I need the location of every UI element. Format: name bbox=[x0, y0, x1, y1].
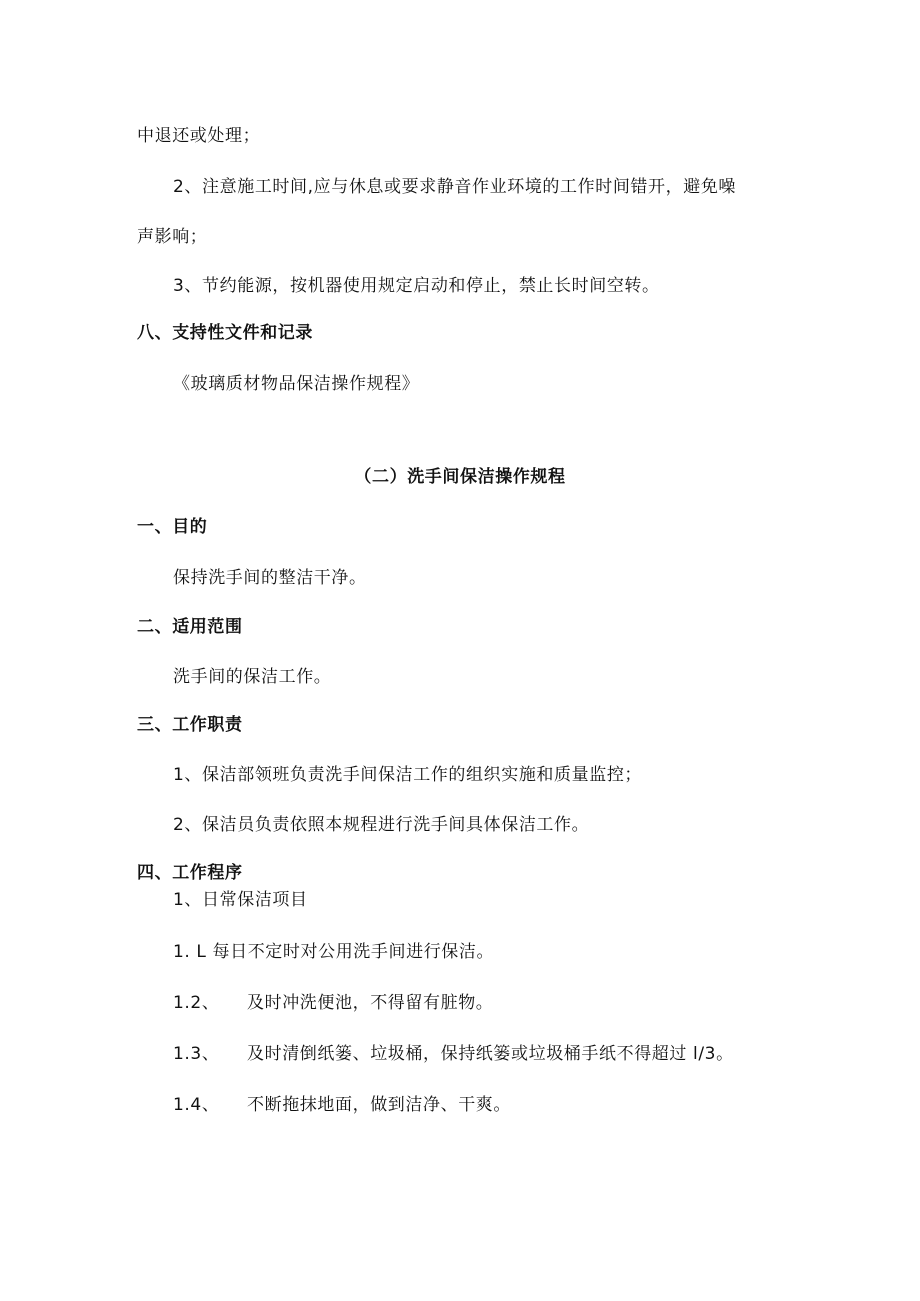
paragraph-line: 1、日常保洁项目 bbox=[173, 890, 308, 910]
section-heading: 八、支持性文件和记录 bbox=[137, 323, 313, 343]
section-title: （二）洗手间保洁操作规程 bbox=[354, 467, 566, 487]
list-item bbox=[173, 1094, 511, 1116]
paragraph-line: 2、注意施工时间,应与休息或要求静音作业环境的工作时间错开，避免噪 bbox=[173, 177, 737, 197]
section-heading: 三、工作职责 bbox=[137, 715, 243, 735]
list-item-number: 1.2、 bbox=[173, 993, 220, 1013]
list-item: 1. L 每日不定时对公用洗手间进行保洁。 bbox=[173, 942, 495, 962]
section-heading: 二、适用范围 bbox=[137, 617, 243, 637]
section-heading: 一、目的 bbox=[137, 517, 208, 537]
list-item-number: 1.3、 bbox=[173, 1044, 220, 1064]
paragraph-line: 1、保洁部领班负责洗手间保洁工作的组织实施和质量监控； bbox=[173, 765, 643, 785]
list-item-text: 及时清倒纸篓、垃圾桶，保持纸篓或垃圾桶手纸不得超过 l/3。 bbox=[247, 1044, 734, 1064]
paragraph-line: 保持洗手间的整洁干净。 bbox=[173, 568, 367, 588]
paragraph-line: 3、节约能源，按机器使用规定启动和停止，禁止长时间空转。 bbox=[173, 276, 660, 296]
document-reference: 《玻璃质材物品保洁操作规程》 bbox=[173, 374, 420, 394]
section-heading: 四、工作程序 bbox=[137, 863, 243, 883]
list-item-number: 1.4、 bbox=[173, 1095, 220, 1115]
paragraph-line: 声影响； bbox=[137, 227, 208, 247]
paragraph-line: 洗手间的保洁工作。 bbox=[173, 667, 332, 687]
list-item-text: 及时冲洗便池，不得留有脏物。 bbox=[247, 993, 494, 1013]
paragraph-line: 2、保洁员负责依照本规程进行洗手间具体保洁工作。 bbox=[173, 815, 590, 835]
paragraph-line: 中退还或处理； bbox=[137, 126, 261, 146]
list-item bbox=[173, 992, 493, 1014]
list-item-text: 不断拖抹地面，做到洁净、干爽。 bbox=[247, 1095, 511, 1115]
list-item bbox=[173, 1043, 734, 1065]
